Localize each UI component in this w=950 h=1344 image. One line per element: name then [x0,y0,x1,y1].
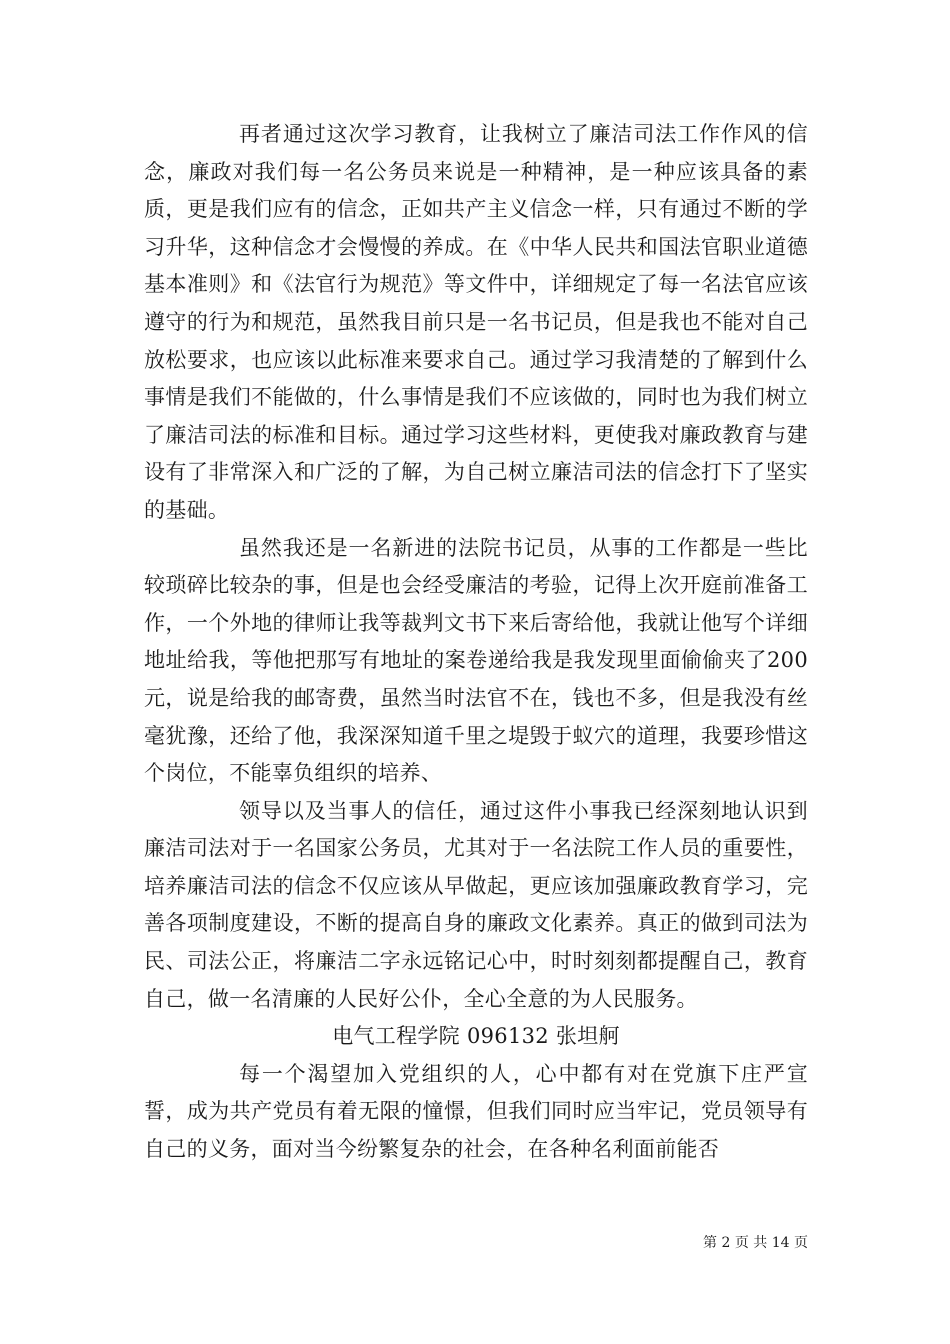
author-signature: 电气工程学院 096132 张坦舸 [332,1024,620,1049]
document-body [144,116,808,1169]
paragraph-3: 领导以及当事人的信任，通过这件小事我已经深刻地认识到廉洁司法对于一名国家公务员，尤其对于一名法院工作人员的重要性，培养廉洁司法的信念不仅应该从早做起，更应该加强廉政教育学习，完善各项制度建设，不断的提高自身的廉政文化素养。真正的做到司法为民、司法公正，将廉洁二字永远铭记心中，时时刻刻都提醒自己，教育自己，做一名清廉的人民好公仆，全心全意的为人民服务。 [144,798,808,1011]
paragraph-2: 虽然我还是一名新进的法院书记员，从事的工作都是一些比较琐碎比较杂的事，但是也会经受廉洁的考验，记得上次开庭前准备工作，一个外地的律师让我等裁判文书下来后寄给他，我就让他写个详细地址给我，等他把那写有地址的案卷递给我是我发现里面偷偷夹了200元，说是给我的邮寄费，虽然当时法官不在，钱也不多，但是我没有丝毫犹豫，还给了他，我深深知道千里之堤毁于蚁穴的道理，我要珍惜这个岗位，不能辜负组织的培养、 [144,535,808,786]
paragraph-4: 每一个渴望加入党组织的人，心中都有对在党旗下庄严宣誓，成为共产党员有着无限的憧憬，但我们同时应当牢记，党员领导有自己的义务，面对当今纷繁复杂的社会，在各种名利面前能否 [144,1061,808,1162]
paragraph-1: 再者通过这次学习教育，让我树立了廉洁司法工作作风的信念，廉政对我们每一名公务员来说是一种精神，是一种应该具备的素质，更是我们应有的信念，正如共产主义信念一样，只有通过不断的学习升华，这种信念才会慢慢的养成。在《中华人民共和国法官职业道德基本准则》和《法官行为规范》等文件中，详细规定了每一名法官应该遵守的行为和规范，虽然我目前只是一名书记员，但是我也不能对自己放松要求，也应该以此标准来要求自己。通过学习我清楚的了解到什么事情是我们不能做的，什么事情是我们不应该做的，同时也为我们树立了廉洁司法的标准和目标。通过学习这些材料，更使我对廉政教育与建设有了非常深入和广泛的了解，为自己树立廉洁司法的信念打下了坚实的基础。 [144,122,808,522]
page-number-footer: 第 2 页 共 14 页 [703,1235,808,1251]
